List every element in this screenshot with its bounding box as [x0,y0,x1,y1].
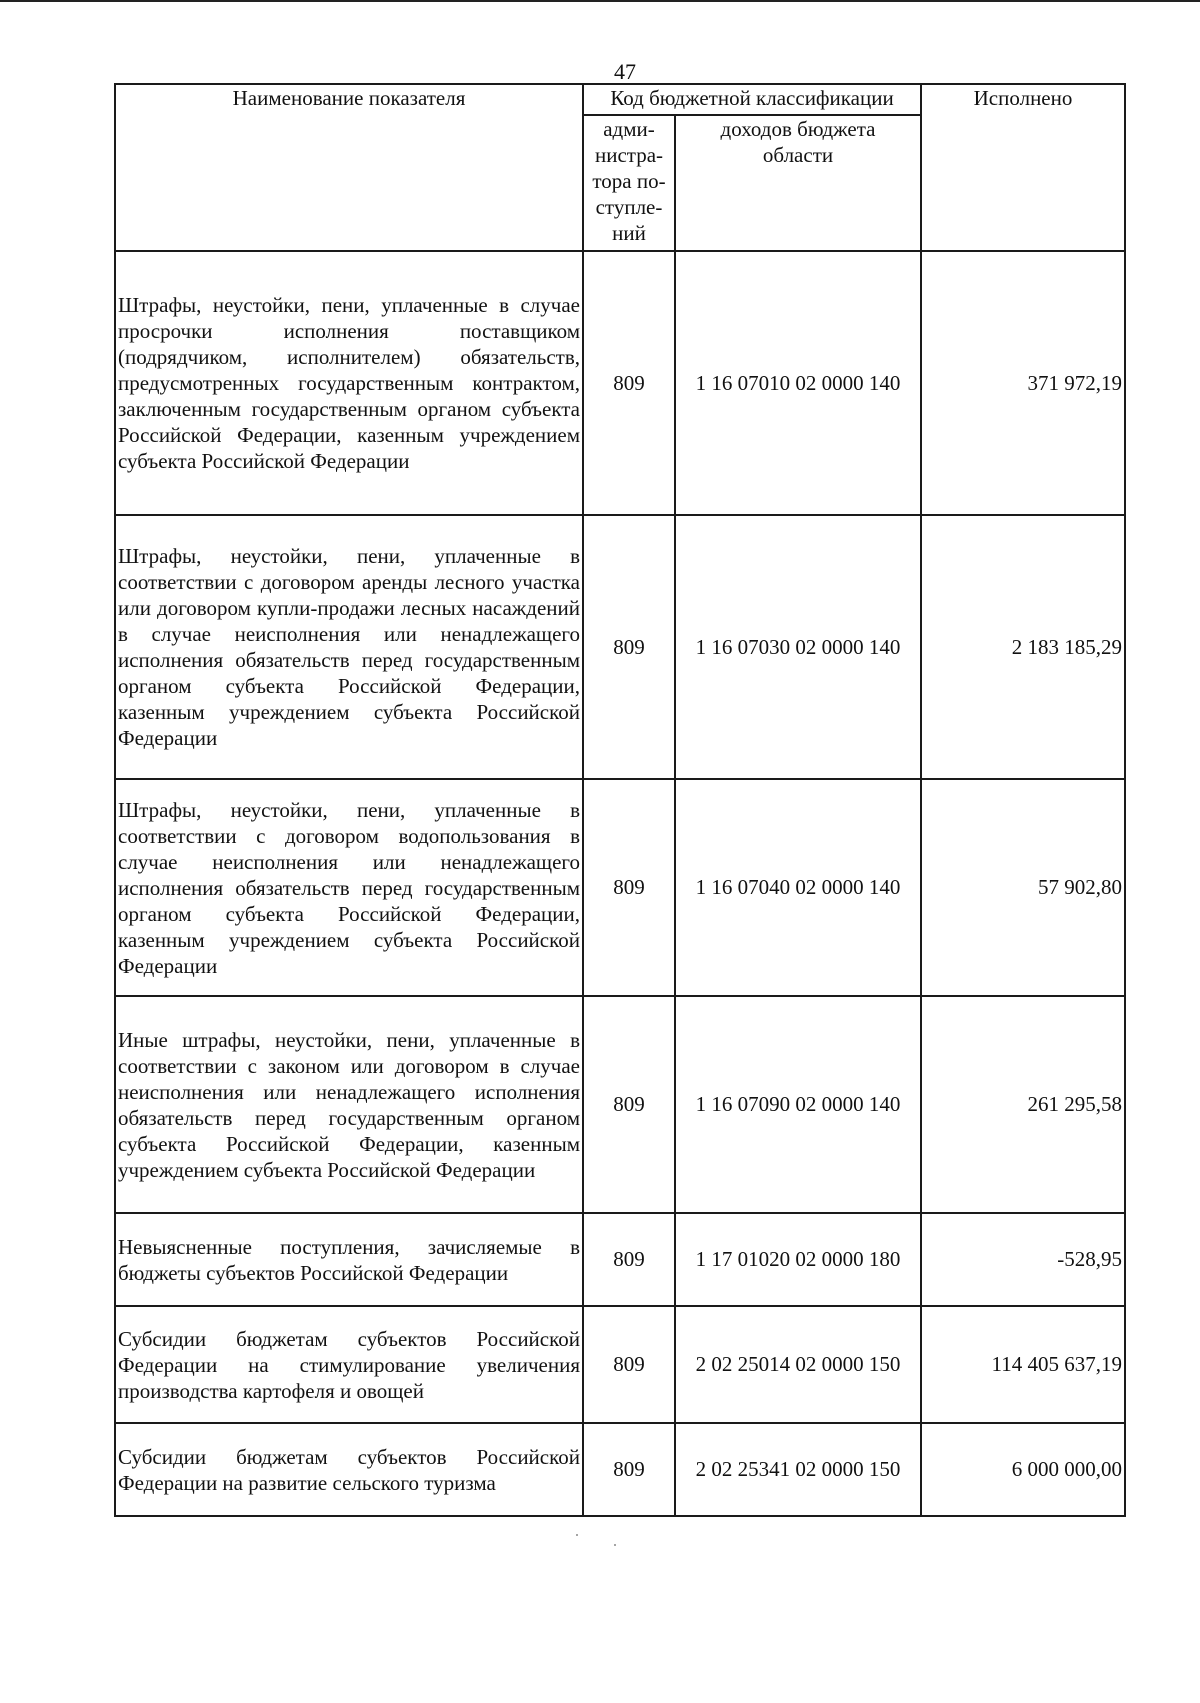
row-executed-amount: 114 405 637,19 [921,1306,1125,1423]
row-admin-code: 809 [583,779,675,996]
table-row [115,251,1125,515]
table-row [115,1423,1125,1516]
row-admin-code: 809 [583,1213,675,1306]
row-indicator-name: Штрафы, неустойки, пени, уплаченные в соответствии с договором аренды лесного участка или договором купли-продажи лесных насаждений в случае неисполнения или ненадлежащего исполнения обязательств перед государственным органом субъекта Российской Федерации, казенным учреждением субъекта Российской Федерации [115,515,583,779]
header-admin-code: адми- нистра- тора по- ступле- ний [583,115,675,251]
scan-speck [576,1534,578,1536]
table-row [115,996,1125,1213]
row-indicator-name: Невыясненные поступления, зачисляемые в бюджеты субъектов Российской Федерации [115,1213,583,1306]
table-row [115,1213,1125,1306]
table-row [115,1306,1125,1423]
row-admin-code: 809 [583,515,675,779]
row-executed-amount: 2 183 185,29 [921,515,1125,779]
row-income-code: 1 16 07090 02 0000 140 [675,996,921,1213]
row-executed-amount: -528,95 [921,1213,1125,1306]
header-income-code: доходов бюджета области [675,115,921,251]
row-income-code: 2 02 25014 02 0000 150 [675,1306,921,1423]
row-income-code: 1 16 07040 02 0000 140 [675,779,921,996]
row-admin-code: 809 [583,1423,675,1516]
row-indicator-name: Штрафы, неустойки, пени, уплаченные в соответствии с договором водопользования в случае неисполнения или ненадлежащего исполнения обязательств перед государственным органом субъекта Российской Федерации, казенным учреждением субъекта Российской Федерации [115,779,583,996]
scan-speck [614,1544,616,1546]
row-executed-amount: 261 295,58 [921,996,1125,1213]
page-number: 47 [614,59,636,84]
table-row [115,779,1125,996]
header-budget-classification-code: Код бюджетной классификации [583,84,921,115]
row-indicator-name: Субсидии бюджетам субъектов Российской Федерации на стимулирование увеличения производства картофеля и овощей [115,1306,583,1423]
table-row [115,515,1125,779]
row-admin-code: 809 [583,996,675,1213]
row-income-code: 1 16 07030 02 0000 140 [675,515,921,779]
row-executed-amount: 6 000 000,00 [921,1423,1125,1516]
header-indicator-name: Наименование показателя [115,84,583,251]
row-admin-code: 809 [583,1306,675,1423]
row-indicator-name: Иные штрафы, неустойки, пени, уплаченные в соответствии с законом или договором в случае неисполнения или ненадлежащего исполнения обязательств перед государственным органом субъекта Российской Федерации, казенным учреждением субъекта Российской Федерации [115,996,583,1213]
row-admin-code: 809 [583,251,675,515]
top-border-line [0,0,1200,2]
budget-revenue-table [114,83,1126,1517]
row-executed-amount: 371 972,19 [921,251,1125,515]
row-indicator-name: Штрафы, неустойки, пени, уплаченные в случае просрочки исполнения поставщиком (подрядчиком, исполнителем) обязательств, предусмотренных государственным контрактом, заключенным государственным органом субъекта Российской Федерации, казенным учреждением субъекта Российской Федерации [115,251,583,515]
row-income-code: 1 16 07010 02 0000 140 [675,251,921,515]
row-income-code: 1 17 01020 02 0000 180 [675,1213,921,1306]
row-income-code: 2 02 25341 02 0000 150 [675,1423,921,1516]
row-indicator-name: Субсидии бюджетам субъектов Российской Федерации на развитие сельского туризма [115,1423,583,1516]
row-executed-amount: 57 902,80 [921,779,1125,996]
header-executed: Исполнено [921,84,1125,251]
